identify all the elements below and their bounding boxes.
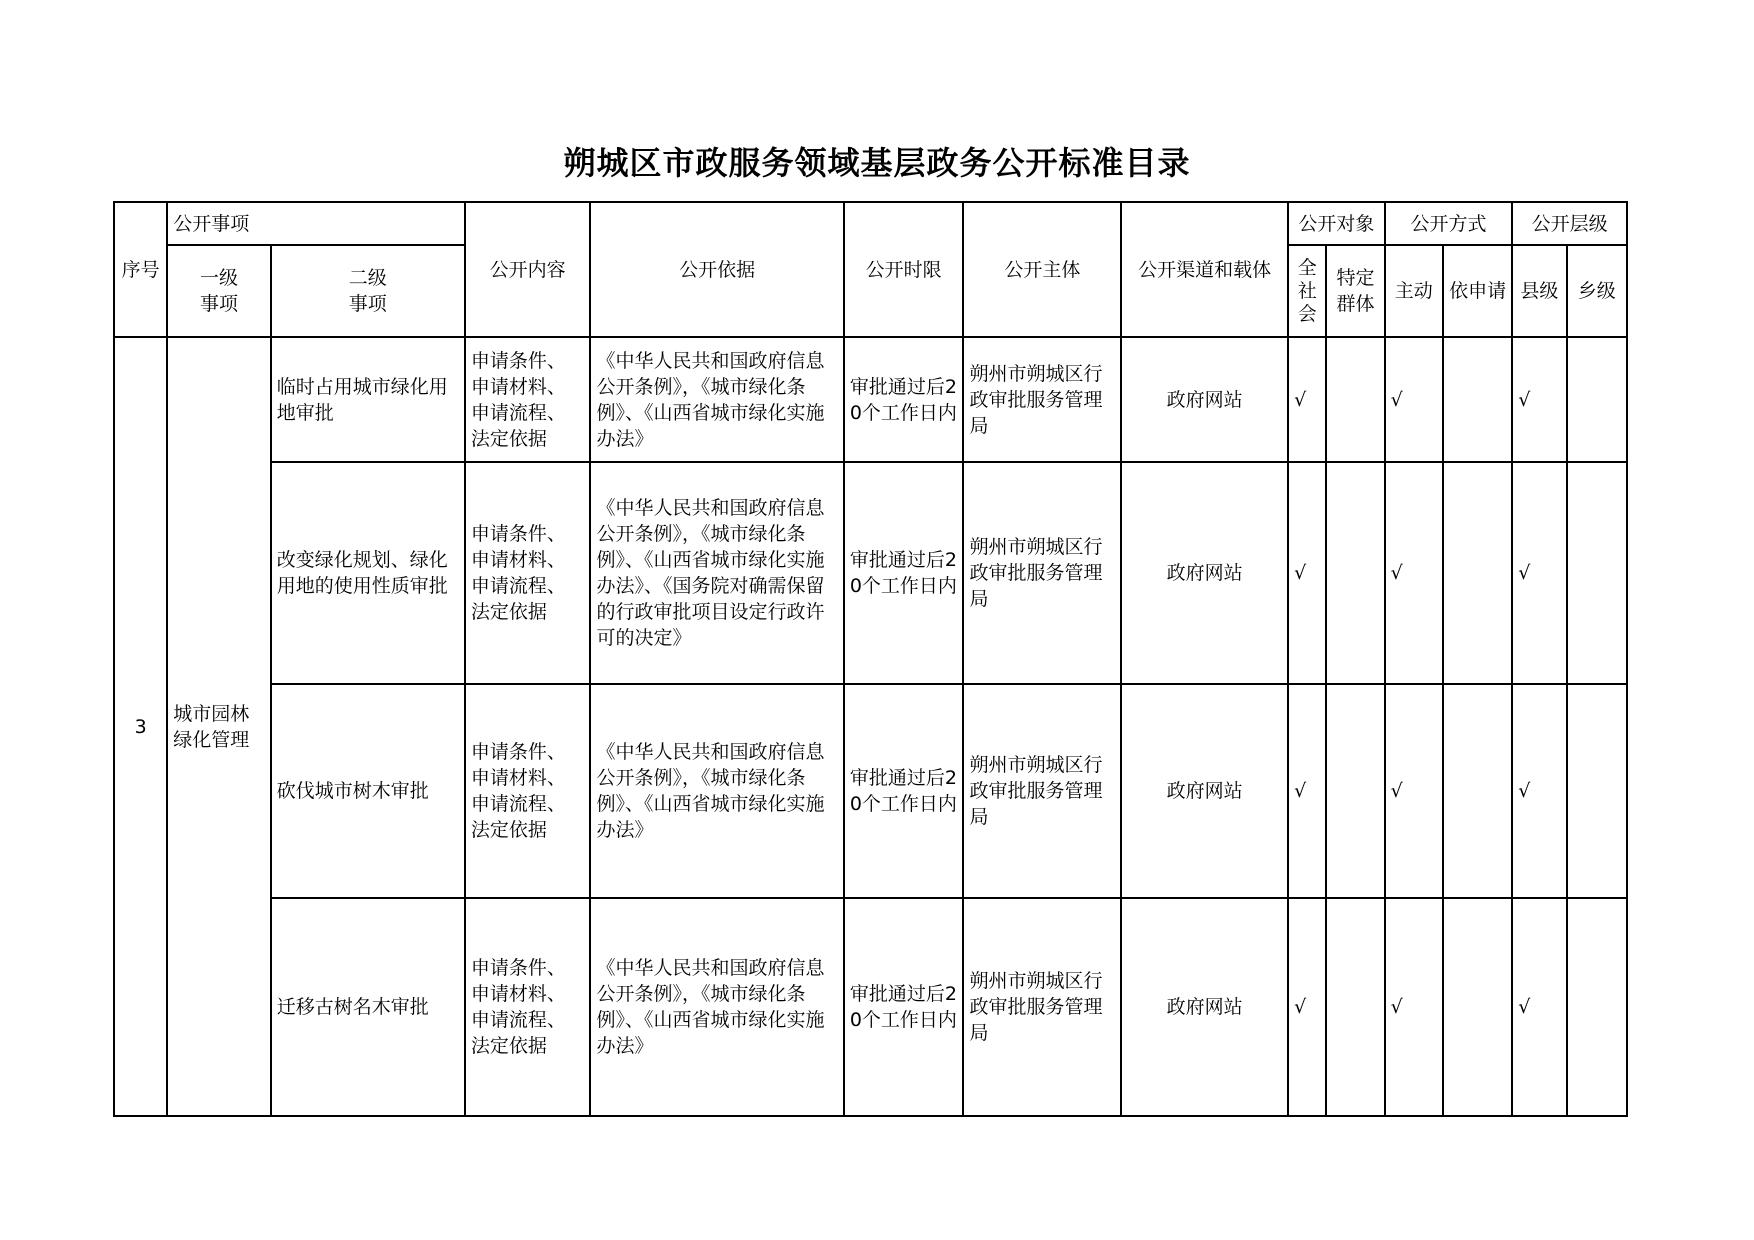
header-level-county: 县级: [1512, 245, 1566, 337]
basis-cell: 《中华人民共和国政府信息公开条例》，《城市绿化条例》、《山西省城市绿化实施办法》、《国务院对确需保留的行政审批项目设定行政许可的决定》: [590, 462, 843, 684]
header-target-specific: 特定 群体: [1326, 245, 1384, 337]
level-town-check: [1567, 898, 1627, 1116]
level-town-check: [1567, 684, 1627, 898]
table-row: [114, 898, 1627, 1116]
level-town-check: [1567, 462, 1627, 684]
target-all-check: √: [1288, 684, 1326, 898]
level2-cell: 临时占用城市绿化用地审批: [271, 337, 465, 462]
seq-cell: 3: [114, 337, 167, 1116]
level2-cell: 迁移古树名木审批: [271, 898, 465, 1116]
content-cell: 申请条件、申请材料、申请流程、法定依据: [465, 337, 591, 462]
channel-cell: 政府网站: [1121, 462, 1288, 684]
time-limit-cell: 审批通过后20个工作日内: [844, 462, 964, 684]
basis-cell: 《中华人民共和国政府信息公开条例》，《城市绿化条例》、《山西省城市绿化实施办法》: [590, 684, 843, 898]
level2-cell: 砍伐城市树木审批: [271, 684, 465, 898]
time-limit-cell: 审批通过后20个工作日内: [844, 337, 964, 462]
header-item-group: 公开事项: [167, 202, 465, 245]
level-county-check: √: [1512, 898, 1566, 1116]
method-request-check: [1443, 898, 1512, 1116]
method-active-check: √: [1385, 462, 1443, 684]
level-county-check: √: [1512, 462, 1566, 684]
header-level-group: 公开层级: [1512, 202, 1627, 245]
page-title: 朔城区市政服务领域基层政务公开标准目录: [563, 144, 1191, 182]
method-active-check: √: [1385, 337, 1443, 462]
subject-cell: 朔州市朔城区行政审批服务管理局: [963, 337, 1121, 462]
subject-cell: 朔州市朔城区行政审批服务管理局: [963, 462, 1121, 684]
subject-cell: 朔州市朔城区行政审批服务管理局: [963, 898, 1121, 1116]
target-specific-check: [1326, 337, 1384, 462]
level1-item-cell: 城市园林 绿化管理: [167, 337, 271, 1116]
level-county-check: √: [1512, 684, 1566, 898]
level2-cell: 改变绿化规划、绿化用地的使用性质审批: [271, 462, 465, 684]
target-specific-check: [1326, 684, 1384, 898]
basis-cell: 《中华人民共和国政府信息公开条例》，《城市绿化条例》、《山西省城市绿化实施办法》: [590, 898, 843, 1116]
content-cell: 申请条件、申请材料、申请流程、法定依据: [465, 898, 591, 1116]
subject-cell: 朔州市朔城区行政审批服务管理局: [963, 684, 1121, 898]
target-specific-check: [1326, 462, 1384, 684]
target-all-check: √: [1288, 462, 1326, 684]
header-time-limit: 公开时限: [844, 202, 964, 337]
channel-cell: 政府网站: [1121, 684, 1288, 898]
table-row: [114, 684, 1627, 898]
table-row: [114, 462, 1627, 684]
header-method-request: 依申请: [1443, 245, 1512, 337]
table-row: [114, 337, 1627, 462]
time-limit-cell: 审批通过后20个工作日内: [844, 684, 964, 898]
channel-cell: 政府网站: [1121, 337, 1288, 462]
header-target-all: 全 社 会: [1288, 245, 1326, 337]
method-active-check: √: [1385, 684, 1443, 898]
header-level1: 一级 事项: [167, 245, 271, 337]
method-request-check: [1443, 337, 1512, 462]
content-cell: 申请条件、申请材料、申请流程、法定依据: [465, 684, 591, 898]
header-level-town: 乡级: [1567, 245, 1627, 337]
method-active-check: √: [1385, 898, 1443, 1116]
level-county-check: √: [1512, 337, 1566, 462]
header-level2: 二级 事项: [271, 245, 465, 337]
time-limit-cell: 审批通过后20个工作日内: [844, 898, 964, 1116]
header-method-active: 主动: [1385, 245, 1443, 337]
method-request-check: [1443, 462, 1512, 684]
content-cell: 申请条件、申请材料、申请流程、法定依据: [465, 462, 591, 684]
target-all-check: √: [1288, 337, 1326, 462]
catalog-table: [113, 201, 1628, 1117]
header-method-group: 公开方式: [1385, 202, 1513, 245]
level-town-check: [1567, 337, 1627, 462]
header-basis: 公开依据: [590, 202, 843, 337]
channel-cell: 政府网站: [1121, 898, 1288, 1116]
header-channel: 公开渠道和载体: [1121, 202, 1288, 337]
target-specific-check: [1326, 898, 1384, 1116]
header-content: 公开内容: [465, 202, 591, 337]
header-subject: 公开主体: [963, 202, 1121, 337]
target-all-check: √: [1288, 898, 1326, 1116]
header-seq: 序号: [114, 202, 167, 337]
method-request-check: [1443, 684, 1512, 898]
basis-cell: 《中华人民共和国政府信息公开条例》，《城市绿化条例》、《山西省城市绿化实施办法》: [590, 337, 843, 462]
header-row-1: [114, 202, 1627, 245]
header-target-group: 公开对象: [1288, 202, 1385, 245]
